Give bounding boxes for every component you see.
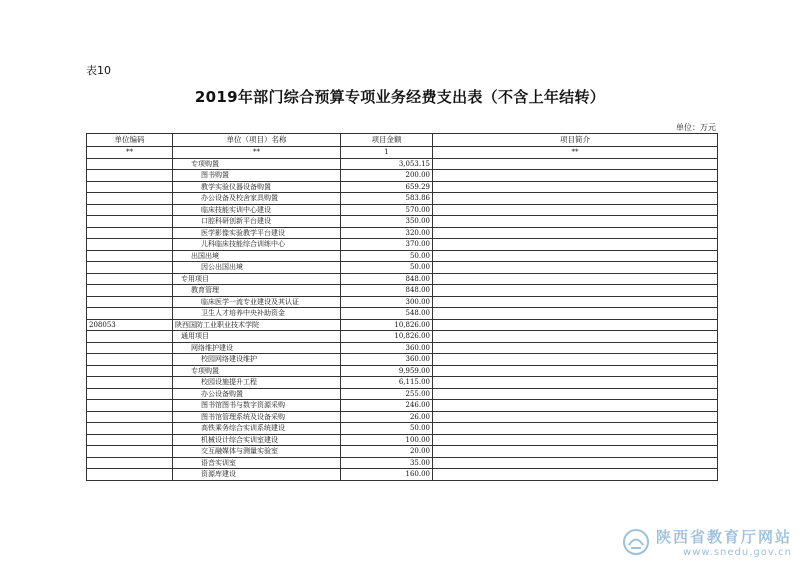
- row-amount: 160.00: [341, 469, 433, 481]
- row-code: [87, 365, 173, 377]
- row-amount: 360.00: [341, 342, 433, 354]
- table-row: [87, 250, 718, 262]
- row-intro: [433, 457, 718, 469]
- education-logo-icon: [622, 528, 650, 556]
- row-intro: [433, 365, 718, 377]
- row-amount: 50.00: [341, 423, 433, 435]
- row-code: [87, 285, 173, 297]
- table-row: [87, 216, 718, 228]
- row-name: 图书馆管理系统及设备采购: [173, 411, 341, 423]
- row-intro: [433, 158, 718, 170]
- table-row: [87, 285, 718, 297]
- row-intro: [433, 193, 718, 205]
- row-amount: 10,826.00: [341, 319, 433, 331]
- row-amount: 100.00: [341, 434, 433, 446]
- row-name: 口腔科研创新平台建设: [173, 216, 341, 228]
- budget-table: [86, 133, 718, 481]
- row-code: [87, 308, 173, 320]
- table-row: [87, 342, 718, 354]
- unit-label: 单位：万元: [676, 123, 716, 132]
- table-row: [87, 411, 718, 423]
- table-row: [87, 457, 718, 469]
- row-name: 图书馆图书与数字资源采购: [173, 400, 341, 412]
- row-amount: 848.00: [341, 285, 433, 297]
- row-intro: [433, 250, 718, 262]
- table-row: [87, 262, 718, 274]
- row-code: [87, 423, 173, 435]
- row-code: [87, 181, 173, 193]
- row-name: 因公出国出境: [173, 262, 341, 274]
- row-intro: [433, 216, 718, 228]
- row-amount: 300.00: [341, 296, 433, 308]
- row-amount: 9,959.00: [341, 365, 433, 377]
- row-name: 交互融媒体与测量实验室: [173, 446, 341, 458]
- table-row: [87, 158, 718, 170]
- row-intro: [433, 423, 718, 435]
- row-intro: [433, 170, 718, 182]
- row-amount: 360.00: [341, 354, 433, 366]
- row-intro: [433, 204, 718, 216]
- row-intro: [433, 227, 718, 239]
- row-intro: [433, 377, 718, 389]
- table-row: [87, 434, 718, 446]
- row-name: 临床技能实训中心建设: [173, 204, 341, 216]
- row-code: [87, 204, 173, 216]
- row-name: 教育管理: [173, 285, 341, 297]
- subheader-row: [87, 147, 718, 159]
- row-code: [87, 434, 173, 446]
- row-code: [87, 193, 173, 205]
- row-name: 网络维护建设: [173, 342, 341, 354]
- row-amount: 50.00: [341, 262, 433, 274]
- watermark-url: www.snedu.gov.cn: [683, 547, 792, 558]
- header-code: 单位编码: [87, 134, 173, 147]
- row-name: 语音实训室: [173, 457, 341, 469]
- subheader-name: **: [173, 147, 341, 159]
- row-name: 资源库建设: [173, 469, 341, 481]
- row-name: 办公设备及校舍家具购置: [173, 193, 341, 205]
- row-amount: 35.00: [341, 457, 433, 469]
- subheader-intro: **: [433, 147, 718, 159]
- row-code: [87, 377, 173, 389]
- row-code: [87, 250, 173, 262]
- table-row: [87, 273, 718, 285]
- row-name: 专项购置: [173, 365, 341, 377]
- row-name: 图书购置: [173, 170, 341, 182]
- table-row: [87, 354, 718, 366]
- table-row: [87, 239, 718, 251]
- row-name: 教学实验仪器设备购置: [173, 181, 341, 193]
- row-intro: [433, 354, 718, 366]
- row-amount: 848.00: [341, 273, 433, 285]
- table-row: [87, 319, 718, 331]
- row-name: 医学影像实验教学平台建设: [173, 227, 341, 239]
- row-amount: 548.00: [341, 308, 433, 320]
- row-amount: 659.29: [341, 181, 433, 193]
- row-intro: [433, 285, 718, 297]
- row-code: [87, 227, 173, 239]
- row-amount: 246.00: [341, 400, 433, 412]
- row-amount: 320.00: [341, 227, 433, 239]
- header-row: [87, 134, 718, 147]
- row-amount: 200.00: [341, 170, 433, 182]
- row-intro: [433, 411, 718, 423]
- row-intro: [433, 239, 718, 251]
- header-intro: 项目简介: [433, 134, 718, 147]
- header-amount: 项目金额: [341, 134, 433, 147]
- row-code: [87, 411, 173, 423]
- watermark: [656, 526, 792, 558]
- row-name: 专用项目: [173, 273, 341, 285]
- row-code: 208053: [87, 319, 173, 331]
- row-code: [87, 170, 173, 182]
- row-name: 儿科临床技能综合训练中心: [173, 239, 341, 251]
- row-amount: 6,115.00: [341, 377, 433, 389]
- subheader-code: **: [87, 147, 173, 159]
- row-name: 通用项目: [173, 331, 341, 343]
- table-row: [87, 331, 718, 343]
- row-code: [87, 446, 173, 458]
- table-row: [87, 423, 718, 435]
- row-name: 办公设备购置: [173, 388, 341, 400]
- row-name: 高铁乘务综合实训系统建设: [173, 423, 341, 435]
- table-row: [87, 365, 718, 377]
- row-code: [87, 354, 173, 366]
- row-amount: 370.00: [341, 239, 433, 251]
- row-code: [87, 239, 173, 251]
- row-code: [87, 296, 173, 308]
- table-row: [87, 469, 718, 481]
- row-amount: 255.00: [341, 388, 433, 400]
- table-row: [87, 193, 718, 205]
- table-row: [87, 170, 718, 182]
- row-amount: 350.00: [341, 216, 433, 228]
- row-name: 临床医学一流专业建设及其认证: [173, 296, 341, 308]
- row-name: 卫生人才培养中央补助资金: [173, 308, 341, 320]
- row-code: [87, 216, 173, 228]
- table-row: [87, 296, 718, 308]
- row-name: 校园设施提升工程: [173, 377, 341, 389]
- row-intro: [433, 331, 718, 343]
- row-intro: [433, 388, 718, 400]
- table-row: [87, 400, 718, 412]
- table-row: [87, 388, 718, 400]
- row-code: [87, 342, 173, 354]
- table-number: 表10: [86, 64, 111, 77]
- table-row: [87, 446, 718, 458]
- row-code: [87, 273, 173, 285]
- header-name: 单位（项目）名称: [173, 134, 341, 147]
- row-name: 出国出境: [173, 250, 341, 262]
- table-row: [87, 377, 718, 389]
- row-code: [87, 469, 173, 481]
- row-code: [87, 457, 173, 469]
- row-intro: [433, 319, 718, 331]
- row-amount: 20.00: [341, 446, 433, 458]
- row-intro: [433, 469, 718, 481]
- row-amount: 3,053.15: [341, 158, 433, 170]
- row-code: [87, 158, 173, 170]
- table-body: [87, 158, 718, 480]
- row-amount: 26.00: [341, 411, 433, 423]
- row-intro: [433, 446, 718, 458]
- row-intro: [433, 400, 718, 412]
- row-intro: [433, 181, 718, 193]
- row-name: 陕西国防工业职业技术学院: [173, 319, 341, 331]
- subheader-amount: 1: [341, 147, 433, 159]
- table-row: [87, 308, 718, 320]
- row-name: 专项购置: [173, 158, 341, 170]
- row-intro: [433, 342, 718, 354]
- row-amount: 570.00: [341, 204, 433, 216]
- row-amount: 583.86: [341, 193, 433, 205]
- row-intro: [433, 434, 718, 446]
- document-title: 2019年部门综合预算专项业务经费支出表（不含上年结转）: [194, 88, 606, 106]
- table-row: [87, 204, 718, 216]
- row-amount: 10,826.00: [341, 331, 433, 343]
- row-intro: [433, 262, 718, 274]
- row-intro: [433, 308, 718, 320]
- table-row: [87, 227, 718, 239]
- row-amount: 50.00: [341, 250, 433, 262]
- row-intro: [433, 296, 718, 308]
- row-name: 校园网络建设维护: [173, 354, 341, 366]
- watermark-site-name: 陕西省教育厅网站: [655, 528, 792, 546]
- row-code: [87, 400, 173, 412]
- row-code: [87, 262, 173, 274]
- row-code: [87, 388, 173, 400]
- row-intro: [433, 273, 718, 285]
- table-row: [87, 181, 718, 193]
- row-name: 机械设计综合实训室建设: [173, 434, 341, 446]
- row-code: [87, 331, 173, 343]
